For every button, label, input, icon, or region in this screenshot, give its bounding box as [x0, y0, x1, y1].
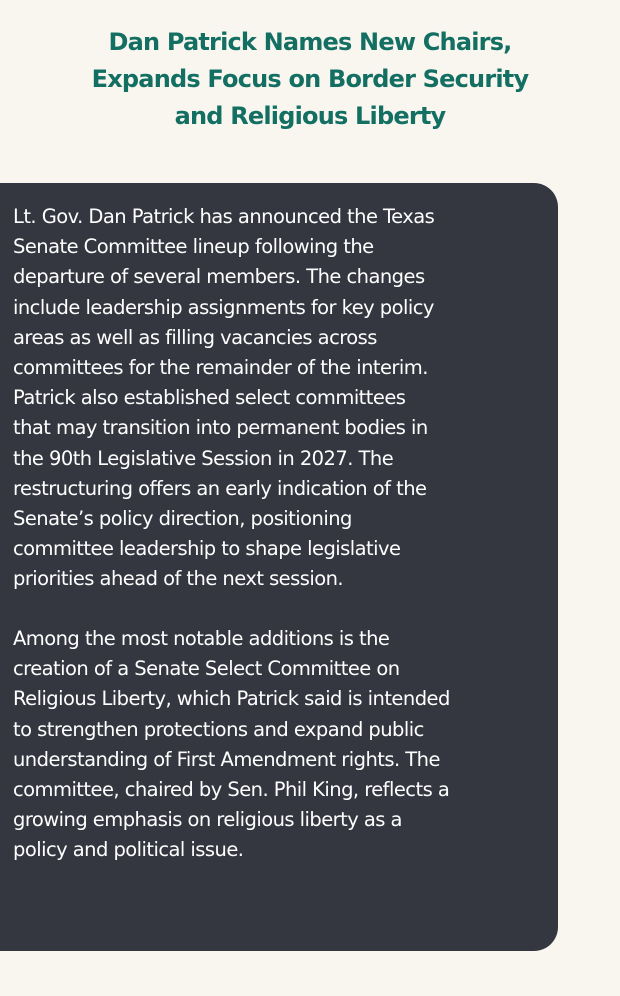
paragraph-line: committee, chaired by Sen. Phil King, reflects a [13, 778, 450, 802]
paragraph-line: that may transition into permanent bodies in [13, 416, 428, 440]
paragraph-line: Religious Liberty, which Patrick said is intended [13, 687, 450, 711]
paragraph-line: Among the most notable additions is the [13, 627, 390, 650]
paragraph-line: the 90th Legislative Session in 2027. The [13, 446, 394, 470]
paragraph-line: understanding of First Amendment rights. The [13, 747, 440, 771]
paragraph-line: areas as well as filling vacancies across [13, 325, 377, 349]
paragraph-line: priorities ahead of the next session. [13, 567, 344, 591]
paragraph-line: Senate’s policy direction, positioning [13, 507, 352, 531]
paragraph-line: to strengthen protections and expand public [13, 717, 424, 741]
paragraph-line: policy and political issue. [13, 838, 244, 862]
article-headline [40, 24, 580, 135]
headline-line: Expands Focus on Border Security [91, 65, 529, 93]
headline-line: Dan Patrick Names New Chairs, [108, 28, 512, 56]
paragraph-line: include leadership assignments for key policy [13, 295, 434, 319]
paragraph-line: committee leadership to shape legislative [13, 537, 401, 561]
headline-line: and Religious Liberty [174, 102, 446, 130]
paragraph-line: creation of a Senate Select Committee on [13, 657, 400, 681]
paragraph-line: growing emphasis on religious liberty as a [13, 808, 402, 832]
article-paragraph-2 [13, 624, 450, 866]
article-paragraph-1 [13, 202, 434, 595]
paragraph-line: committees for the remainder of the interim. [13, 356, 428, 380]
paragraph-line: Lt. Gov. Dan Patrick has announced the Texas [13, 205, 435, 228]
paragraph-line: Senate Committee lineup following the [13, 235, 374, 259]
paragraph-line: departure of several members. The changes [13, 265, 425, 289]
paragraph-line: Patrick also established select committees [13, 386, 406, 410]
paragraph-line: restructuring offers an early indication of the [13, 476, 427, 500]
